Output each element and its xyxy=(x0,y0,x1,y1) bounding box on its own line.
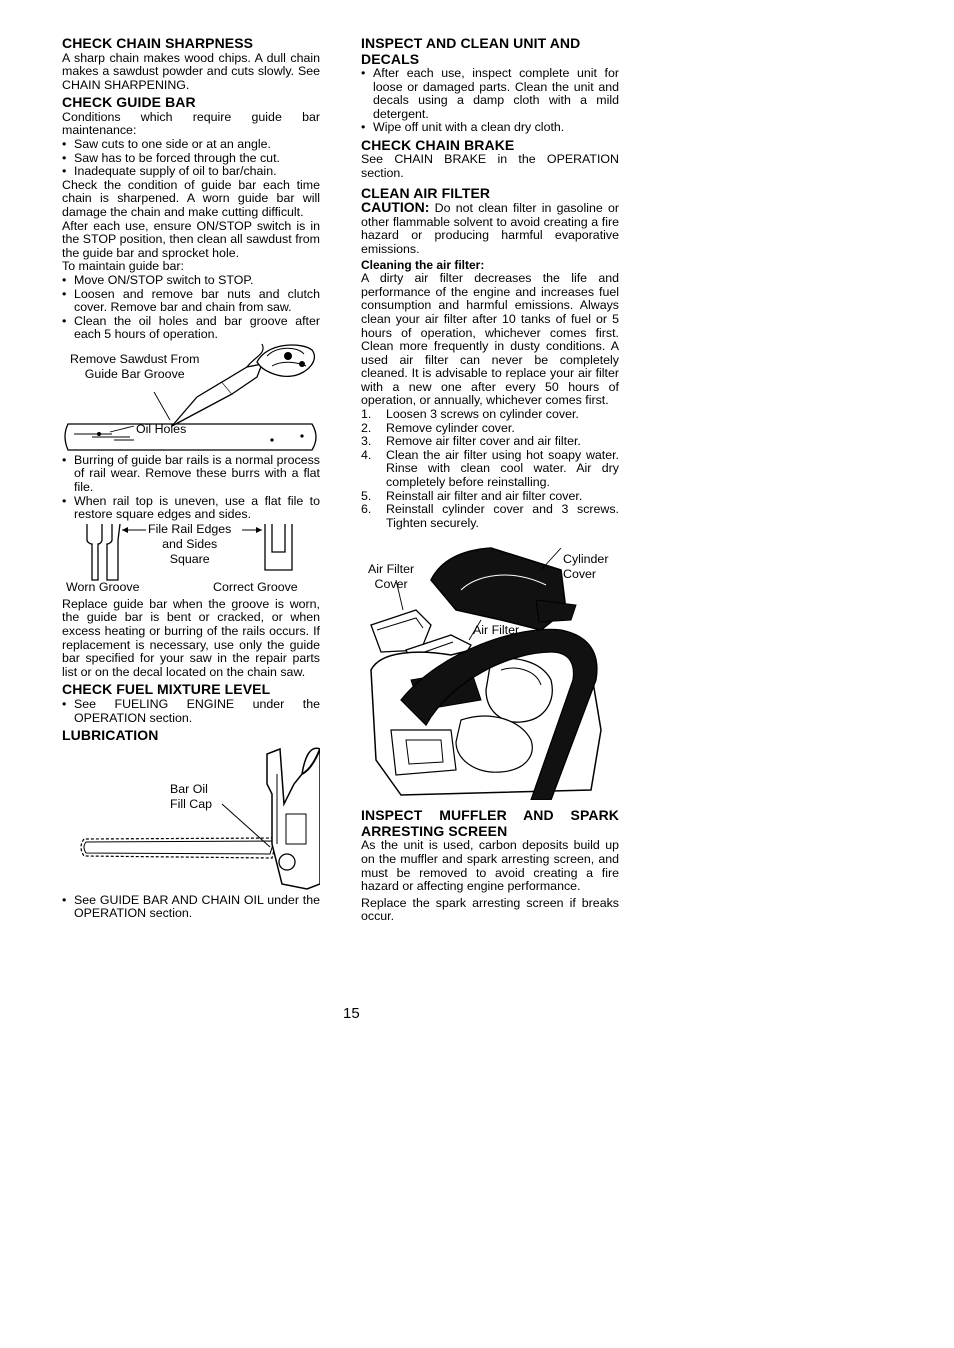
air-filter-figure xyxy=(361,530,619,800)
fuel-bullet: • See FUELING ENGINE under the OPERATION section. xyxy=(62,698,320,725)
condition-item: • Inadequate supply of oil to bar/chain. xyxy=(62,165,320,179)
inspect-clean-heading: INSPECT AND CLEAN UNIT AND DECALS xyxy=(361,35,581,67)
maintain-intro: To maintain guide bar: xyxy=(62,259,184,274)
guide-bar-stop-text: After each use, ensure ON/STOP switch is in the STOP position, then clean all sawdust from the guide bar and sprocket hole. xyxy=(62,218,320,260)
check-fuel-heading: CHECK FUEL MIXTURE LEVEL xyxy=(62,681,271,698)
worn-groove-label: Worn Groove xyxy=(66,579,140,594)
air-filter-step: 4. Clean the air filter using hot soapy water. Rinse with clean cool water. Air dry completely before reinstalling. xyxy=(361,447,619,490)
air-filter-text: A dirty air filter decreases the life and performance of the engine and increases fuel consumption and harmful emissions. Always clean your air filter after 10 tanks of fuel or 5 hours of operation, whichever comes first. Clean more frequently in dusty conditions. A used air filter can never be completely cleaned. It is advisable to replace your air filter with a new one after every 50 hours of operation, or annually, whichever comes first. xyxy=(361,271,619,408)
left-column xyxy=(62,36,320,921)
lubrication-figure xyxy=(62,744,320,894)
groove-figure xyxy=(62,522,320,598)
check-guide-bar-heading: CHECK GUIDE BAR xyxy=(62,94,196,111)
replace-guide-bar-text: Replace guide bar when the groove is worn, the guide bar is bent or cracked, or when excess heating or burring of the rails occurs. If replacement is necessary, use only the guide bar specified for your saw in the repair parts list or on the decal located on the chain saw. xyxy=(62,596,320,679)
chainsaw-bar-illustration xyxy=(62,744,320,894)
condition-item: • Saw has to be forced through the cut. xyxy=(62,152,320,166)
cleaning-subhead: Cleaning the air filter: xyxy=(361,257,485,272)
right-column xyxy=(361,36,619,924)
lubrication-heading: LUBRICATION xyxy=(62,727,159,744)
check-chain-brake-heading: CHECK CHAIN BRAKE xyxy=(361,136,515,153)
air-filter-step: 3. Remove air filter cover and air filter. xyxy=(361,434,581,449)
caution-text: Do not clean filter in gasoline or other flammable solvent to avoid creating a fire hazard or producing harmful evaporative emissions. xyxy=(361,201,619,256)
maintain-step: • Move ON/STOP switch to STOP. xyxy=(62,274,320,288)
file-rail-label: File Rail Edges and Sides Square xyxy=(148,521,232,566)
correct-groove-label: Correct Groove xyxy=(213,579,298,594)
inspect-bullet: • After each use, inspect complete unit for loose or damaged parts. Clean the unit and decals using a damp cloth with a mild detergent. xyxy=(361,67,619,121)
maintain-step: • Loosen and remove bar nuts and clutch cover. Remove bar and chain from saw. xyxy=(62,288,320,315)
clean-air-filter-heading: CLEAN AIR FILTER xyxy=(361,184,491,201)
air-filter-step: 5. Reinstall air filter and air filter cover. xyxy=(361,488,583,503)
caution-paragraph xyxy=(361,201,619,256)
guide-bar-figure xyxy=(62,342,320,454)
maintain-step: • Clean the oil holes and bar groove after each 5 hours of operation. xyxy=(62,315,320,342)
sharpness-text: A sharp chain makes wood chips. A dull chain makes a sawdust powder and cuts slowly. See CHAIN SHARPENING. xyxy=(62,50,320,92)
inspect-bullet: • Wipe off unit with a clean dry cloth. xyxy=(361,121,619,135)
page-number: 15 xyxy=(343,1005,360,1022)
lubrication-bullet: • See GUIDE BAR AND CHAIN OIL under the OPERATION section. xyxy=(62,894,320,921)
caution-label: CAUTION: xyxy=(361,199,430,216)
oil-holes-label: Oil Holes xyxy=(136,421,187,436)
check-chain-sharpness-heading: CHECK CHAIN SHARPNESS xyxy=(62,35,254,51)
cylinder-cover-label: Cylinder Cover xyxy=(563,552,609,582)
muffler-text: As the unit is used, carbon deposits build up on the muffler and spark arresting screen, and must be removed to avoid creating a fire hazard or affecting engine performance. xyxy=(361,838,619,894)
air-filter-label: Air Filter xyxy=(473,623,520,638)
guide-bar-intro: Conditions which require guide bar maintenance: xyxy=(62,109,320,138)
burr-bullet: • Burring of guide bar rails is a normal process of rail wear. Remove these burrs with a flat file. xyxy=(62,454,320,495)
sawdust-label: Remove Sawdust From Guide Bar Groove xyxy=(70,351,200,381)
air-filter-step: 1. Loosen 3 screws on cylinder cover. xyxy=(361,407,579,422)
bar-oil-fill-cap-label: Bar Oil Fill Cap xyxy=(170,781,212,811)
guide-bar-check-text: Check the condition of guide bar each time chain is sharpened. A worn guide bar will damage the chain and make cutting difficult. xyxy=(62,177,320,219)
condition-item: • Saw cuts to one side or at an angle. xyxy=(62,138,320,152)
air-filter-step: 2. Remove cylinder cover. xyxy=(361,420,515,435)
inspect-muffler-heading: INSPECT MUFFLER AND SPARK ARRESTING SCREEN xyxy=(361,807,619,839)
spark-screen-text: Replace the spark arresting screen if breaks occur. xyxy=(361,895,619,924)
air-filter-cover-label: Air Filter Cover xyxy=(368,562,415,592)
air-filter-step: 6. Reinstall cylinder cover and 3 screws. Tighten securely. xyxy=(361,502,619,530)
chain-brake-text: See CHAIN BRAKE in the OPERATION section. xyxy=(361,152,619,181)
burr-bullet: • When rail top is uneven, use a flat file to restore square edges and sides. xyxy=(62,495,320,522)
